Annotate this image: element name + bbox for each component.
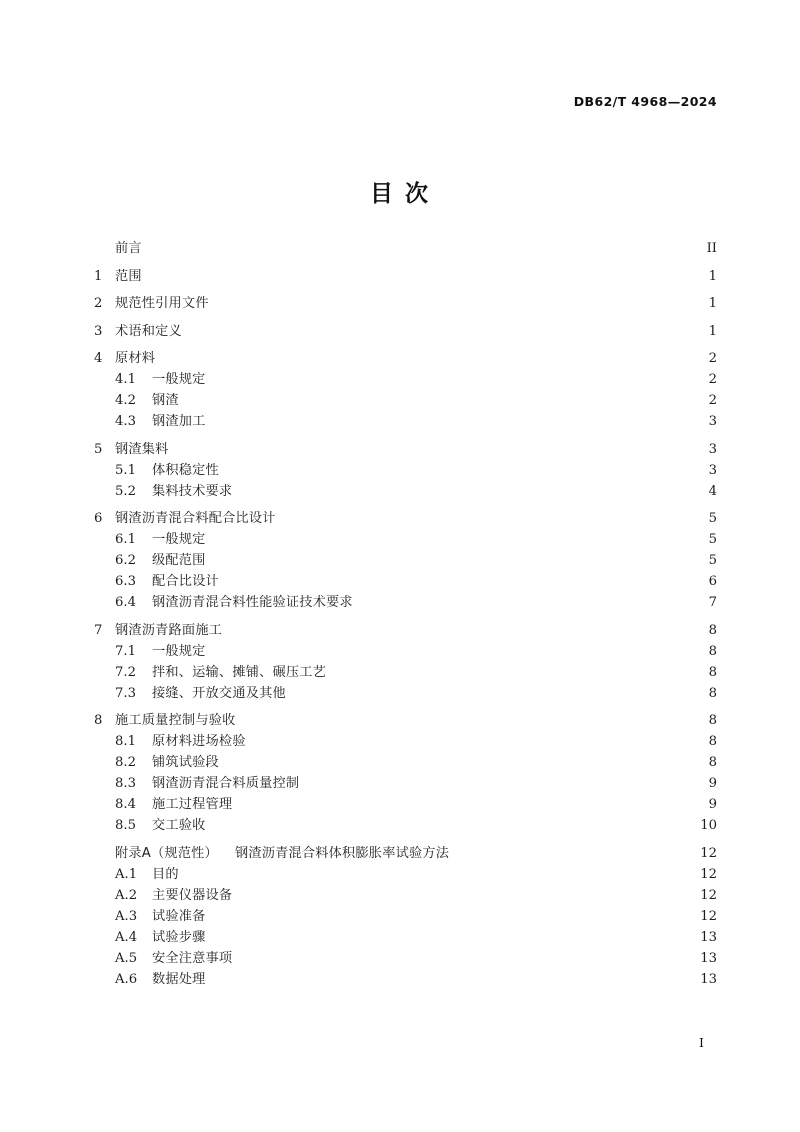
toc-entry-page-number: 8 (708, 713, 717, 728)
toc-entry[interactable] (94, 571, 717, 592)
toc-entry-page-number: 6 (708, 574, 717, 589)
toc-entry-number: 8 (94, 713, 103, 728)
toc-entry-number: A.4 (115, 929, 138, 945)
toc-dot-leader (210, 943, 690, 944)
toc-dot-leader (223, 476, 690, 477)
toc-entry-number: A.6 (115, 971, 138, 987)
toc-entry-label: 前言 (115, 241, 142, 256)
standard-number-header: DB62/T 4968—2024 (573, 94, 717, 109)
toc-entry[interactable] (94, 969, 717, 990)
toc-entry-page-number: 13 (700, 950, 717, 966)
toc-dot-leader (236, 964, 690, 965)
toc-entry-number: 5.2 (115, 483, 136, 499)
toc-dot-leader (223, 768, 690, 769)
toc-entry-page-number: 8 (708, 643, 717, 659)
toc-entry-label: 规范性引用文件 (115, 296, 209, 311)
toc-appendix-title: 钢渣沥青混合料体积膨胀率试验方法 (234, 845, 450, 861)
toc-entry[interactable] (94, 864, 717, 885)
toc-entry-label: 交工验收 (152, 818, 206, 833)
toc-entry-label (115, 843, 449, 864)
toc-entry-label: 钢渣沥青混合料性能验证技术要求 (152, 595, 353, 610)
toc-entry-label: 主要仪器设备 (152, 887, 233, 903)
toc-appendix-designation: 附录A（规范性） (115, 845, 218, 861)
toc-entry-label: 术语和定义 (115, 323, 182, 339)
toc-dot-leader (236, 901, 690, 902)
toc-entry-label: 施工质量控制与验收 (115, 713, 236, 728)
toc-dot-leader (236, 810, 690, 811)
toc-dot-leader (146, 254, 690, 255)
toc-dot-leader (210, 831, 690, 832)
toc-entry-number: 6 (94, 511, 103, 526)
toc-entry-label: 钢渣加工 (152, 414, 206, 429)
toc-entry[interactable] (94, 815, 717, 836)
toc-entry-page-number: 1 (708, 323, 717, 339)
toc-entry-number: A.1 (115, 866, 138, 882)
toc-entry-label: 目的 (152, 866, 179, 882)
toc-entry-page-number: 12 (700, 908, 717, 924)
toc-entry-page-number: 12 (700, 887, 717, 903)
toc-entry-label: 钢渣集料 (115, 441, 169, 457)
toc-entry[interactable] (94, 592, 717, 613)
toc-entry-label: 钢渣沥青混合料质量控制 (152, 776, 300, 791)
toc-entry-number: 4.1 (115, 372, 136, 387)
toc-entry-label: 级配范围 (152, 553, 206, 568)
toc-entry-number: 8.2 (115, 755, 136, 770)
page-title: 目 次 (369, 181, 430, 208)
toc-entry-number: 2 (94, 296, 103, 311)
toc-entry[interactable] (94, 794, 717, 815)
toc-dot-leader (240, 726, 691, 727)
toc-entry[interactable] (94, 683, 717, 704)
toc-entry-label: 原材料 (115, 351, 156, 366)
toc-dot-leader (250, 747, 690, 748)
toc-entry-page-number: 3 (708, 414, 717, 429)
toc-entry[interactable] (94, 411, 717, 432)
toc-entry-label: 安全注意事项 (152, 950, 233, 966)
toc-entry-page-number: 2 (708, 351, 717, 366)
toc-entry-number: 4 (94, 351, 103, 366)
toc-entry-label: 钢渣 (152, 393, 179, 408)
toc-entry-page-number: 12 (700, 845, 717, 861)
toc-entry-number: 8.4 (115, 797, 136, 812)
toc-entry-page-number: 8 (708, 664, 717, 680)
toc-entry[interactable] (94, 293, 717, 314)
toc-entry-label: 一般规定 (152, 643, 206, 659)
toc-entry-number: A.2 (115, 887, 138, 903)
toc-entry-page-number: 2 (708, 372, 717, 387)
toc-entry-number: 4.3 (115, 414, 136, 429)
toc-entry[interactable] (94, 460, 717, 481)
toc-entry-page-number: 13 (700, 971, 717, 987)
toc-dot-leader (173, 455, 690, 456)
toc-entry-label: 钢渣沥青混合料配合比设计 (115, 511, 276, 526)
toc-dot-leader (226, 636, 690, 637)
toc-entry-label: 范围 (115, 268, 142, 284)
toc-dot-leader (183, 880, 690, 881)
toc-entry[interactable] (94, 529, 717, 550)
toc-entry[interactable] (94, 238, 717, 259)
toc-entry[interactable] (94, 752, 717, 773)
toc-entry-number: 7.3 (115, 685, 136, 701)
toc-entry-label: 铺筑试验段 (152, 755, 219, 770)
toc-entry-number: 8.5 (115, 818, 136, 833)
toc-entry[interactable] (94, 948, 717, 969)
toc-entry-number: 5.1 (115, 462, 136, 478)
toc-entry[interactable] (94, 390, 717, 411)
toc-entry[interactable] (94, 927, 717, 948)
footer-page-number: I (699, 1035, 704, 1050)
toc-entry-page-number: 5 (708, 532, 717, 547)
toc-entry-number: 5 (94, 441, 103, 457)
toc-entry-page-number: 4 (708, 483, 717, 499)
toc-entry-page-number: 10 (700, 818, 717, 833)
table-of-contents (94, 238, 717, 990)
toc-entry-label: 配合比设计 (152, 574, 219, 589)
toc-entry-label: 体积稳定性 (152, 462, 219, 478)
toc-entry-page-number: 2 (708, 393, 717, 408)
toc-entry-label: 钢渣沥青路面施工 (115, 622, 223, 638)
toc-dot-leader (210, 985, 690, 986)
toc-dot-leader (213, 309, 690, 310)
toc-entry-label: 集料技术要求 (152, 483, 233, 499)
toc-entry-page-number: 9 (708, 776, 717, 791)
toc-entry-page-number: 5 (708, 511, 717, 526)
toc-entry-page-number: II (706, 241, 717, 256)
toc-entry[interactable] (94, 369, 717, 390)
toc-entry-number: 7 (94, 622, 103, 638)
toc-entry-number: 4.2 (115, 393, 136, 408)
toc-entry-label: 试验准备 (152, 908, 206, 924)
toc-entry-label: 数据处理 (152, 971, 206, 987)
toc-entry-number: A.5 (115, 950, 138, 966)
toc-entry-page-number: 13 (700, 929, 717, 945)
toc-entry-page-number: 1 (708, 296, 717, 311)
toc-dot-leader (210, 545, 690, 546)
toc-entry[interactable] (94, 731, 717, 752)
toc-entry[interactable] (94, 620, 717, 641)
toc-entry-page-number: 3 (708, 462, 717, 478)
toc-dot-leader (186, 337, 690, 338)
toc-dot-leader (210, 657, 690, 658)
toc-entry-number: 6.2 (115, 553, 136, 568)
toc-dot-leader (210, 385, 690, 386)
toc-entry-number: 6.1 (115, 532, 136, 547)
toc-entry[interactable] (94, 906, 717, 927)
toc-dot-leader (210, 922, 690, 923)
toc-entry-number: A.3 (115, 908, 138, 924)
toc-entry-page-number: 8 (708, 755, 717, 770)
toc-entry-number: 8.1 (115, 734, 136, 749)
toc-entry-number: 1 (94, 268, 103, 284)
toc-entry[interactable] (94, 321, 717, 342)
toc-entry-page-number: 9 (708, 797, 717, 812)
toc-entry-label: 一般规定 (152, 372, 206, 387)
toc-entry-number: 3 (94, 323, 103, 339)
toc-dot-leader (146, 282, 690, 283)
toc-entry-number: 6.4 (115, 595, 136, 610)
toc-entry-page-number: 7 (708, 595, 717, 610)
toc-entry-page-number: 5 (708, 553, 717, 568)
toc-entry[interactable] (94, 481, 717, 502)
toc-entry[interactable] (94, 266, 717, 287)
toc-entry[interactable] (94, 508, 717, 529)
toc-entry-page-number: 8 (708, 685, 717, 701)
toc-dot-leader (223, 587, 690, 588)
toc-dot-leader (236, 497, 690, 498)
toc-entry[interactable] (94, 439, 717, 460)
toc-dot-leader (357, 608, 690, 609)
toc-entry[interactable] (94, 885, 717, 906)
toc-entry-number: 7.1 (115, 643, 136, 659)
toc-entry[interactable] (94, 641, 717, 662)
toc-dot-leader (159, 364, 690, 365)
toc-entry-page-number: 8 (708, 734, 717, 749)
toc-entry-label: 试验步骤 (152, 929, 206, 945)
toc-entry-label: 一般规定 (152, 532, 206, 547)
toc-entry-page-number: 3 (708, 441, 717, 457)
toc-entry[interactable] (94, 710, 717, 731)
toc-entry[interactable] (94, 843, 717, 864)
toc-entry-label: 接缝、开放交通及其他 (152, 685, 286, 701)
toc-dot-leader (183, 406, 690, 407)
toc-entry-page-number: 12 (700, 866, 717, 882)
toc-dot-leader (280, 524, 690, 525)
toc-entry[interactable] (94, 550, 717, 571)
toc-dot-leader (303, 789, 690, 790)
toc-dot-leader (453, 859, 690, 860)
toc-entry[interactable] (94, 348, 717, 369)
toc-entry-page-number: 1 (708, 268, 717, 284)
toc-entry-label: 原材料进场检验 (152, 734, 246, 749)
toc-entry-number: 6.3 (115, 574, 136, 589)
toc-entry-number: 8.3 (115, 776, 136, 791)
toc-entry-page-number: 8 (708, 622, 717, 638)
toc-entry[interactable] (94, 662, 717, 683)
toc-dot-leader (210, 566, 690, 567)
toc-dot-leader (290, 699, 690, 700)
toc-dot-leader (330, 678, 690, 679)
toc-entry-label: 施工过程管理 (152, 797, 233, 812)
toc-entry[interactable] (94, 773, 717, 794)
toc-dot-leader (210, 427, 690, 428)
toc-entry-number: 7.2 (115, 664, 136, 680)
toc-entry-label: 拌和、运输、摊铺、碾压工艺 (152, 664, 327, 680)
